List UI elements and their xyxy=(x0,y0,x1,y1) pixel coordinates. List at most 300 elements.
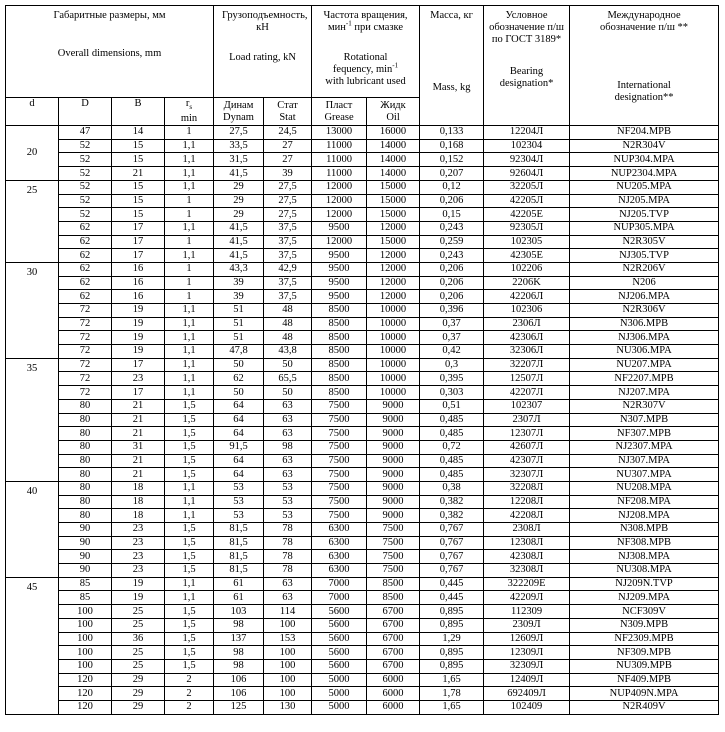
table-cell: 98 xyxy=(214,618,264,632)
table-cell: 12507Л xyxy=(484,372,570,386)
bore-diameter-cell: 35 xyxy=(6,358,59,481)
table-cell: 0,42 xyxy=(420,345,484,359)
table-cell: 21 xyxy=(112,468,165,482)
table-cell: 102305 xyxy=(484,235,570,249)
header-cond-en: Bearing designation* xyxy=(499,66,554,89)
table-cell: 7000 xyxy=(312,577,367,591)
table-row xyxy=(6,358,719,372)
table-cell: 72 xyxy=(59,358,112,372)
table-cell: 72 xyxy=(59,304,112,318)
table-cell: 15 xyxy=(112,139,165,153)
table-cell: 42205E xyxy=(484,208,570,222)
table-cell: 85 xyxy=(59,577,112,591)
table-cell: 2 xyxy=(165,673,214,687)
table-cell: 8500 xyxy=(312,317,367,331)
table-cell: 47,8 xyxy=(214,345,264,359)
table-cell: 7500 xyxy=(367,550,420,564)
table-cell: 29 xyxy=(112,687,165,701)
table-cell: 27,5 xyxy=(264,208,312,222)
table-cell: 12000 xyxy=(367,249,420,263)
table-cell: 2206K xyxy=(484,276,570,290)
bearing-table xyxy=(5,5,719,715)
table-cell: NJ308.MPA xyxy=(570,550,719,564)
table-row xyxy=(6,550,719,564)
table-cell: 1,5 xyxy=(165,564,214,578)
table-cell: 6300 xyxy=(312,523,367,537)
table-cell: 25 xyxy=(112,618,165,632)
table-cell: 50 xyxy=(264,358,312,372)
col-header-grease-ru: Пласт xyxy=(325,99,353,111)
table-cell: 53 xyxy=(214,481,264,495)
table-cell: 39 xyxy=(214,276,264,290)
table-cell: 53 xyxy=(264,495,312,509)
bore-diameter-cell: 40 xyxy=(6,481,59,577)
table-cell: 29 xyxy=(112,700,165,714)
table-cell: 50 xyxy=(264,386,312,400)
table-cell: 14000 xyxy=(367,167,420,181)
table-cell: 1,1 xyxy=(165,249,214,263)
table-cell: 100 xyxy=(59,618,112,632)
table-cell: 7500 xyxy=(312,454,367,468)
table-cell: 63 xyxy=(264,577,312,591)
table-cell: N2R306V xyxy=(570,304,719,318)
table-cell: 11000 xyxy=(312,167,367,181)
table-cell: NJ306.MPA xyxy=(570,331,719,345)
table-cell: 5600 xyxy=(312,646,367,660)
table-cell: 52 xyxy=(59,194,112,208)
table-cell: 1,1 xyxy=(165,317,214,331)
table-cell: NU205.MPA xyxy=(570,180,719,194)
table-cell: 8500 xyxy=(312,304,367,318)
table-cell: 0,445 xyxy=(420,577,484,591)
table-cell: 106 xyxy=(214,687,264,701)
table-cell: 8500 xyxy=(312,331,367,345)
table-cell: 1,1 xyxy=(165,372,214,386)
table-cell: 13000 xyxy=(312,126,367,140)
table-cell: 0,168 xyxy=(420,139,484,153)
table-cell: 62 xyxy=(59,249,112,263)
header-load xyxy=(214,6,312,98)
table-cell: 7500 xyxy=(312,509,367,523)
table-cell: 72 xyxy=(59,386,112,400)
table-cell: 42207Л xyxy=(484,386,570,400)
table-cell: 0,37 xyxy=(420,331,484,345)
table-cell: 63 xyxy=(264,591,312,605)
table-cell: 65,5 xyxy=(264,372,312,386)
table-cell: 12000 xyxy=(367,290,420,304)
header-mass xyxy=(420,6,484,126)
table-cell: NJ206.MPA xyxy=(570,290,719,304)
table-body xyxy=(6,126,719,715)
table-cell: 37,5 xyxy=(264,221,312,235)
table-cell: 12000 xyxy=(367,276,420,290)
table-cell: 1,5 xyxy=(165,550,214,564)
table-cell: 12000 xyxy=(312,235,367,249)
table-cell: 9000 xyxy=(367,468,420,482)
header-conditional-designation xyxy=(484,6,570,126)
table-cell: 1,1 xyxy=(165,153,214,167)
table-cell: 2309Л xyxy=(484,618,570,632)
table-cell: 0,243 xyxy=(420,221,484,235)
table-cell: 1,5 xyxy=(165,618,214,632)
table-cell: 100 xyxy=(264,618,312,632)
table-cell: 8500 xyxy=(312,386,367,400)
table-cell: 47 xyxy=(59,126,112,140)
table-row xyxy=(6,262,719,276)
table-cell: 1,5 xyxy=(165,454,214,468)
table-cell: 15000 xyxy=(367,194,420,208)
table-cell: 48 xyxy=(264,304,312,318)
table-cell: 6300 xyxy=(312,536,367,550)
table-cell: 7500 xyxy=(312,440,367,454)
header-speed-ru-tail: при смазке xyxy=(351,22,404,33)
table-cell: 12609Л xyxy=(484,632,570,646)
table-cell: 7000 xyxy=(312,591,367,605)
table-cell: 41,5 xyxy=(214,221,264,235)
table-cell: 102306 xyxy=(484,304,570,318)
table-cell: 1,1 xyxy=(165,358,214,372)
table-row xyxy=(6,454,719,468)
table-cell: 1,1 xyxy=(165,345,214,359)
table-cell: 0,767 xyxy=(420,564,484,578)
table-row xyxy=(6,139,719,153)
table-cell: 6700 xyxy=(367,605,420,619)
table-row xyxy=(6,673,719,687)
table-cell: 112309 xyxy=(484,605,570,619)
table-cell: NF2309.MPB xyxy=(570,632,719,646)
table-cell: 153 xyxy=(264,632,312,646)
table-cell: 85 xyxy=(59,591,112,605)
col-header-static xyxy=(264,98,312,126)
table-cell: N306.MPB xyxy=(570,317,719,331)
table-cell: 21 xyxy=(112,399,165,413)
table-cell: 7500 xyxy=(367,523,420,537)
table-cell: 23 xyxy=(112,536,165,550)
table-cell: 81,5 xyxy=(214,550,264,564)
table-cell: 41,5 xyxy=(214,249,264,263)
table-cell: 78 xyxy=(264,536,312,550)
table-cell: 100 xyxy=(59,605,112,619)
header-dimensions-en: Overall dimensions, mm xyxy=(57,48,162,59)
table-cell: 12308Л xyxy=(484,536,570,550)
table-cell: 1,5 xyxy=(165,468,214,482)
table-cell: 102304 xyxy=(484,139,570,153)
table-cell: 41,5 xyxy=(214,235,264,249)
table-cell: 5600 xyxy=(312,605,367,619)
table-cell: NF2207.MPB xyxy=(570,372,719,386)
table-cell: 9000 xyxy=(367,495,420,509)
table-cell: 78 xyxy=(264,523,312,537)
table-cell: 19 xyxy=(112,304,165,318)
col-header-d: d xyxy=(6,98,59,126)
table-row xyxy=(6,290,719,304)
header-dimensions-ru: Габаритные размеры, мм xyxy=(53,10,166,21)
table-cell: 0,396 xyxy=(420,304,484,318)
table-cell: 43,3 xyxy=(214,262,264,276)
table-cell: 100 xyxy=(59,632,112,646)
table-cell: 72 xyxy=(59,331,112,345)
table-row xyxy=(6,646,719,660)
table-cell: 1,5 xyxy=(165,632,214,646)
table-cell: 10000 xyxy=(367,317,420,331)
table-cell: NF409.MPB xyxy=(570,673,719,687)
table-cell: 78 xyxy=(264,550,312,564)
table-cell: 31,5 xyxy=(214,153,264,167)
table-cell: N2R409V xyxy=(570,700,719,714)
table-cell: 0,207 xyxy=(420,167,484,181)
table-cell: 9000 xyxy=(367,399,420,413)
table-cell: 19 xyxy=(112,577,165,591)
col-header-static-ru: Стат xyxy=(277,99,298,111)
table-cell: 64 xyxy=(214,413,264,427)
table-cell: 90 xyxy=(59,564,112,578)
table-cell: 10000 xyxy=(367,386,420,400)
table-cell: 0,206 xyxy=(420,194,484,208)
table-row xyxy=(6,591,719,605)
table-cell: 19 xyxy=(112,591,165,605)
table-cell: 0,12 xyxy=(420,180,484,194)
table-cell: 5600 xyxy=(312,618,367,632)
table-cell: 1,5 xyxy=(165,646,214,660)
table-row xyxy=(6,481,719,495)
table-cell: 100 xyxy=(264,659,312,673)
header-speed xyxy=(312,6,420,98)
bore-diameter-cell: 25 xyxy=(6,180,59,262)
table-cell: 42305E xyxy=(484,249,570,263)
table-cell: 72 xyxy=(59,372,112,386)
table-cell: 6000 xyxy=(367,700,420,714)
table-cell: 18 xyxy=(112,495,165,509)
table-cell: 1,1 xyxy=(165,139,214,153)
table-cell: 17 xyxy=(112,249,165,263)
table-cell: 15 xyxy=(112,180,165,194)
table-cell: 1,65 xyxy=(420,700,484,714)
table-cell: 37,5 xyxy=(264,290,312,304)
table-cell: N2R304V xyxy=(570,139,719,153)
table-cell: 114 xyxy=(264,605,312,619)
table-cell: 29 xyxy=(214,180,264,194)
table-cell: NF204.MPB xyxy=(570,126,719,140)
header-mass-ru: Масса, кг xyxy=(430,10,473,21)
table-cell: 92304Л xyxy=(484,153,570,167)
header-load-en: Load rating, kN xyxy=(229,52,296,63)
table-cell: 0,485 xyxy=(420,427,484,441)
table-cell: 25 xyxy=(112,659,165,673)
table-cell: 80 xyxy=(59,427,112,441)
table-cell: 15 xyxy=(112,194,165,208)
table-cell: N2R307V xyxy=(570,399,719,413)
table-cell: 1,1 xyxy=(165,167,214,181)
table-cell: NF308.MPB xyxy=(570,536,719,550)
table-cell: 0,485 xyxy=(420,454,484,468)
table-cell: 15000 xyxy=(367,180,420,194)
table-cell: 14 xyxy=(112,126,165,140)
table-cell: 1,1 xyxy=(165,386,214,400)
header-dimensions xyxy=(6,6,214,98)
col-header-oil-en: Oil xyxy=(386,111,400,123)
table-cell: 43,8 xyxy=(264,345,312,359)
table-cell: 81,5 xyxy=(214,564,264,578)
table-cell: 50 xyxy=(214,386,264,400)
table-cell: 137 xyxy=(214,632,264,646)
header-speed-ru-sup: -1 xyxy=(345,19,352,28)
table-cell: 41,5 xyxy=(214,167,264,181)
bore-diameter-cell: 20 xyxy=(6,126,59,181)
col-header-B: B xyxy=(112,98,165,126)
table-cell: 9500 xyxy=(312,221,367,235)
table-cell: 1,1 xyxy=(165,509,214,523)
table-cell: 25 xyxy=(112,646,165,660)
table-cell: 80 xyxy=(59,454,112,468)
col-header-static-en: Stat xyxy=(279,111,296,123)
table-cell: 42308Л xyxy=(484,550,570,564)
table-cell: 6300 xyxy=(312,564,367,578)
table-cell: 1,1 xyxy=(165,577,214,591)
col-header-oil-ru: Жидк xyxy=(380,99,406,111)
col-header-r-sub: s xyxy=(189,103,193,112)
table-cell: 0,382 xyxy=(420,495,484,509)
col-header-dynamic-en: Dynam xyxy=(223,111,254,123)
table-cell: 15000 xyxy=(367,208,420,222)
table-cell: 0,38 xyxy=(420,481,484,495)
table-cell: 81,5 xyxy=(214,523,264,537)
table-cell: 62 xyxy=(59,221,112,235)
table-row xyxy=(6,700,719,714)
table-cell: 62 xyxy=(59,276,112,290)
table-cell: 80 xyxy=(59,399,112,413)
table-cell: 32306Л xyxy=(484,345,570,359)
table-cell: 1,5 xyxy=(165,536,214,550)
table-cell: NU308.MPA xyxy=(570,564,719,578)
header-speed-en-2-sup: -1 xyxy=(392,61,399,70)
table-row xyxy=(6,235,719,249)
table-cell: 2306Л xyxy=(484,317,570,331)
table-cell: NU309.MPB xyxy=(570,659,719,673)
table-cell: 29 xyxy=(214,208,264,222)
table-cell: NUP409N.MPA xyxy=(570,687,719,701)
table-cell: 10000 xyxy=(367,358,420,372)
table-cell: 100 xyxy=(264,646,312,660)
table-row xyxy=(6,564,719,578)
table-cell: 12000 xyxy=(367,262,420,276)
table-cell: 52 xyxy=(59,153,112,167)
header-load-ru: Грузоподъемность, кН xyxy=(222,10,308,33)
table-cell: 8500 xyxy=(312,372,367,386)
table-cell: 102409 xyxy=(484,700,570,714)
table-cell: 42209Л xyxy=(484,591,570,605)
table-cell: NU208.MPA xyxy=(570,481,719,495)
table-row xyxy=(6,317,719,331)
table-cell: 6700 xyxy=(367,618,420,632)
table-cell: 9500 xyxy=(312,249,367,263)
table-cell: 48 xyxy=(264,317,312,331)
table-cell: NJ205.TVP xyxy=(570,208,719,222)
table-cell: 27,5 xyxy=(264,194,312,208)
table-cell: 42206Л xyxy=(484,290,570,304)
table-cell: 1 xyxy=(165,262,214,276)
table-cell: 5600 xyxy=(312,632,367,646)
table-cell: 7500 xyxy=(312,399,367,413)
table-row xyxy=(6,577,719,591)
table-cell: 0,767 xyxy=(420,523,484,537)
table-cell: 37,5 xyxy=(264,235,312,249)
table-cell: 17 xyxy=(112,221,165,235)
table-cell: 98 xyxy=(214,659,264,673)
table-cell: 9000 xyxy=(367,413,420,427)
table-cell: 0,395 xyxy=(420,372,484,386)
table-cell: 19 xyxy=(112,331,165,345)
table-cell: 2 xyxy=(165,700,214,714)
table-cell: NU307.MPA xyxy=(570,468,719,482)
table-cell: 125 xyxy=(214,700,264,714)
table-cell: 1,5 xyxy=(165,605,214,619)
table-cell: 23 xyxy=(112,564,165,578)
bore-diameter-cell: 30 xyxy=(6,262,59,358)
table-row xyxy=(6,495,719,509)
table-cell: 692409Л xyxy=(484,687,570,701)
table-cell: 9500 xyxy=(312,276,367,290)
table-row xyxy=(6,167,719,181)
table-cell: 18 xyxy=(112,509,165,523)
table-cell: 1,5 xyxy=(165,440,214,454)
table-cell: NF307.MPB xyxy=(570,427,719,441)
table-cell: 91,5 xyxy=(214,440,264,454)
table-cell: 0,243 xyxy=(420,249,484,263)
table-cell: 24,5 xyxy=(264,126,312,140)
table-cell: N309.MPB xyxy=(570,618,719,632)
table-cell: 90 xyxy=(59,536,112,550)
table-cell: 1,5 xyxy=(165,413,214,427)
table-cell: 21 xyxy=(112,454,165,468)
table-cell: 63 xyxy=(264,454,312,468)
table-cell: 103 xyxy=(214,605,264,619)
table-cell: 50 xyxy=(214,358,264,372)
table-cell: 120 xyxy=(59,700,112,714)
table-cell: 1,29 xyxy=(420,632,484,646)
table-cell: 37,5 xyxy=(264,249,312,263)
table-row xyxy=(6,536,719,550)
table-cell: 52 xyxy=(59,180,112,194)
table-cell: 0,72 xyxy=(420,440,484,454)
table-row xyxy=(6,440,719,454)
table-cell: 32307Л xyxy=(484,468,570,482)
table-cell: 98 xyxy=(214,646,264,660)
table-cell: 7500 xyxy=(312,481,367,495)
table-cell: 15 xyxy=(112,153,165,167)
table-cell: 16 xyxy=(112,262,165,276)
table-cell: 1 xyxy=(165,235,214,249)
table-row xyxy=(6,372,719,386)
table-cell: 25 xyxy=(112,605,165,619)
table-cell: 1,1 xyxy=(165,180,214,194)
table-cell: 1,5 xyxy=(165,659,214,673)
header-intl-en: International designation** xyxy=(614,80,674,103)
table-cell: 5000 xyxy=(312,673,367,687)
table-cell: 12208Л xyxy=(484,495,570,509)
table-cell: 1,1 xyxy=(165,591,214,605)
table-cell: 0,259 xyxy=(420,235,484,249)
table-row xyxy=(6,687,719,701)
table-cell: 6700 xyxy=(367,632,420,646)
table-cell: 42205Л xyxy=(484,194,570,208)
table-cell: 120 xyxy=(59,687,112,701)
table-cell: 322209E xyxy=(484,577,570,591)
table-cell: 10000 xyxy=(367,372,420,386)
table-cell: 1 xyxy=(165,290,214,304)
table-cell: 10000 xyxy=(367,345,420,359)
table-cell: 92305Л xyxy=(484,221,570,235)
table-cell: NU306.MPA xyxy=(570,345,719,359)
